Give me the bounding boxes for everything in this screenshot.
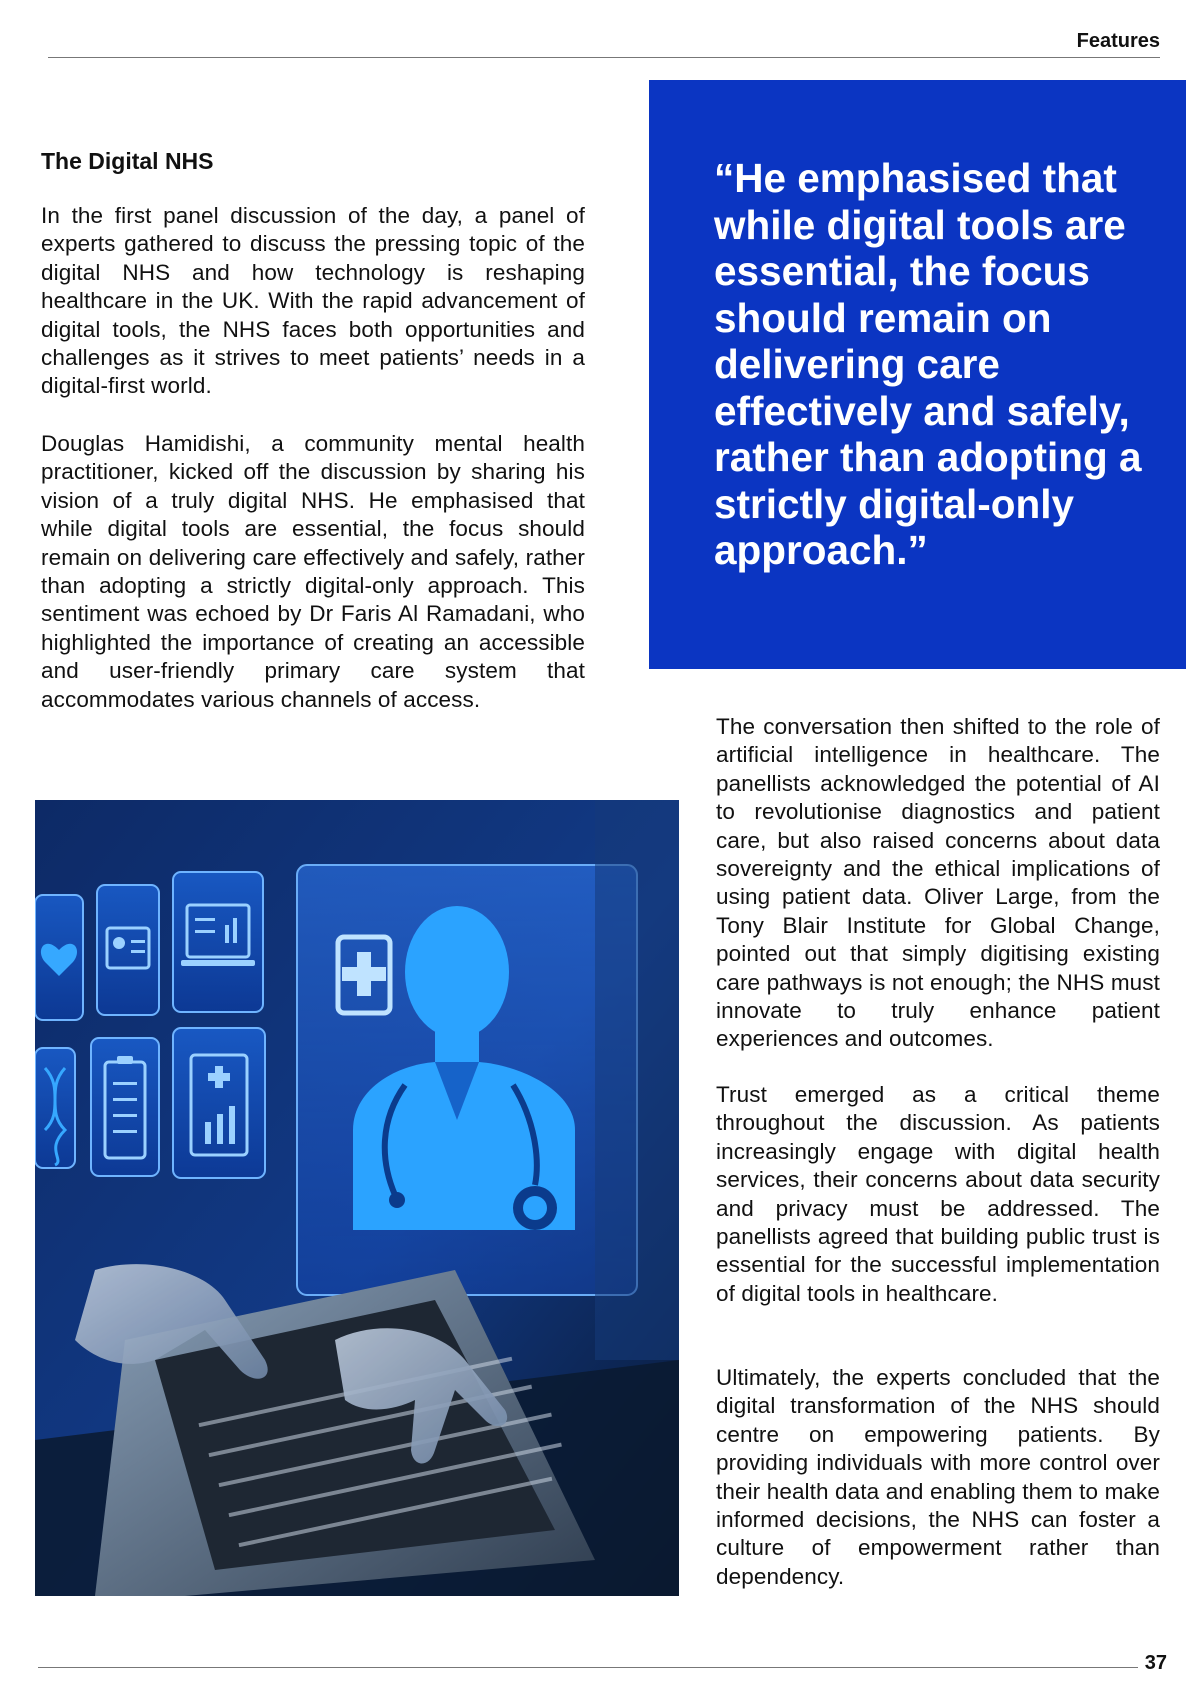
- article-paragraph: In the first panel discussion of the day, a panel of experts gathered to discuss the pressing topic of the digital NHS and how technology is reshaping healthcare in the UK. With the rapid advancement of digital tools, the NHS faces both opportunities and challenges as it strives to meet patients’ needs in a digital-first world.: [41, 203, 585, 399]
- heart-icon: [35, 895, 83, 1020]
- header-divider: [48, 57, 1160, 58]
- clipboard-checklist-icon: [91, 1038, 159, 1176]
- pull-quote: [649, 80, 1186, 669]
- medical-report-icon: [173, 1028, 265, 1178]
- footer-divider: [38, 1667, 1138, 1668]
- section-label: Features: [1076, 30, 1160, 52]
- article-title: The Digital NHS: [41, 148, 214, 174]
- article-paragraph: Ultimately, the experts concluded that the digital transformation of the NHS should centre on empowering patients. By providing individuals with more control over their health data and enabling them to make informed decisions, the NHS can foster a culture of empowerment rather than dependency.: [716, 1365, 1160, 1589]
- laptop-checklist-icon: [173, 872, 263, 1012]
- article-paragraph: Trust emerged as a critical theme throughout the discussion. As patients increasingly engage with digital health services, their concerns about data security and privacy must be addressed. The panellists agreed that building public trust is essential for the successful implementation of digital tools in healthcare.: [716, 1082, 1160, 1306]
- page-number: 37: [1144, 1652, 1167, 1674]
- pull-quote-text: “He emphasised that while digital tools are essential, the focus should remain on delivering care effectively and safely, rather than adopting a strictly digital-only approach.”: [714, 155, 1142, 573]
- article-paragraph: The conversation then shifted to the role of artificial intelligence in healthcare. The panellists acknowledged the potential of AI to revolutionise diagnostics and patient care, but also raised concerns about data sovereignty and the ethical implications of using patient data. Oliver Large, from the Tony Blair Institute for Global Change, pointed out that simply digitising existing care pathways is not enough; the NHS must innovate to truly enhance patient experiences and outcomes.: [716, 714, 1160, 1052]
- digital-health-illustration: [35, 800, 679, 1596]
- id-card-icon: [97, 885, 159, 1015]
- dna-icon: [35, 1048, 75, 1168]
- article-paragraph: Douglas Hamidishi, a community mental health practitioner, kicked off the discussion by sharing his vision of a truly digital NHS. He emphasised that while digital tools are essential, the focus should remain on delivering care effectively and safely, rather than adopting a strictly digital-only approach. This sentiment was echoed by Dr Faris Al Ramadani, who highlighted the importance of creating an accessible and user-friendly primary care system that accommodates various channels of access.: [41, 431, 585, 712]
